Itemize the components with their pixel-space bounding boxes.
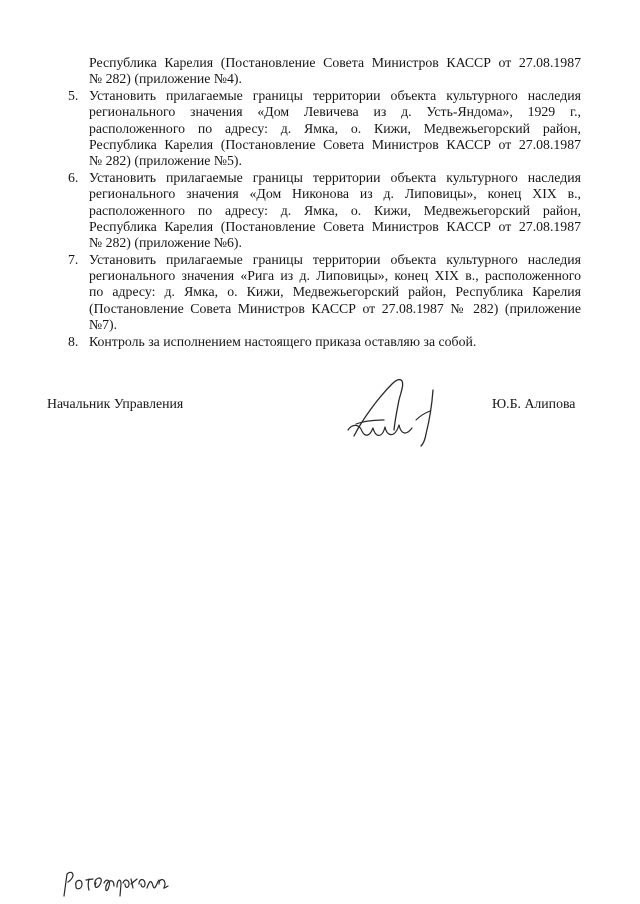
- text-line: Республика Карелия (Постановление Совета Министров КАССР от 27.08.1987: [89, 136, 581, 152]
- text-line: Республика Карелия (Постановление Совета Министров КАССР от 27.08.1987: [89, 55, 581, 70]
- paragraph-continuation: [89, 55, 581, 88]
- text-line: №7).: [89, 317, 118, 333]
- text-line: Установить прилагаемые границы территории объекта культурного наследия: [89, 169, 581, 185]
- handwritten-signature: [340, 374, 460, 460]
- list-item-number: 7.: [68, 251, 79, 267]
- list-item-number: 6.: [68, 169, 79, 185]
- signatory-name: Ю.Б. Алипова: [492, 396, 576, 411]
- list-item-number: 5.: [68, 87, 79, 103]
- signatory-position: Начальник Управления: [47, 396, 184, 411]
- list-item-5: [68, 87, 581, 170]
- text-line: Установить прилагаемые границы территории объекта культурного наследия: [89, 251, 581, 267]
- document-body: [68, 55, 581, 350]
- text-line: № 282) (приложение №4).: [89, 71, 242, 87]
- list-item-6: [68, 169, 581, 252]
- list-item-7: [68, 251, 581, 334]
- list-item-8: [68, 333, 581, 350]
- text-line: расположенного по адресу: д. Ямка, о. Кижи, Медвежьегорский район,: [89, 120, 581, 136]
- text-line: регионального значения «Дом Никонова из д. Липовицы», конец XIX в.,: [89, 186, 581, 202]
- text-line: № 282) (приложение №5).: [89, 153, 242, 169]
- text-line: регионального значения «Дом Левичева из д. Усть-Яндома», 1929 г.,: [89, 104, 581, 120]
- list-item-number: 8.: [68, 333, 79, 349]
- text-line: № 282) (приложение №6).: [89, 235, 242, 251]
- text-line: (Постановление Совета Министров КАССР от 27.08.1987 № 282) (приложение: [89, 300, 581, 316]
- handwritten-note: [58, 866, 173, 900]
- text-line: по адресу: д. Ямка, о. Кижи, Медвежьегорский район, Республика Карелия: [89, 284, 581, 300]
- text-line: Республика Карелия (Постановление Совета Министров КАССР от 27.08.1987: [89, 218, 581, 234]
- text-line: Контроль за исполнением настоящего приказа оставляю за собой.: [89, 333, 477, 349]
- text-line: регионального значения «Рига из д. Липовицы», конец XIX в., расположенного: [89, 268, 581, 284]
- text-line: Установить прилагаемые границы территории объекта культурного наследия: [89, 87, 581, 103]
- text-line: расположенного по адресу: д. Ямка, о. Кижи, Медвежьегорский район,: [89, 202, 581, 218]
